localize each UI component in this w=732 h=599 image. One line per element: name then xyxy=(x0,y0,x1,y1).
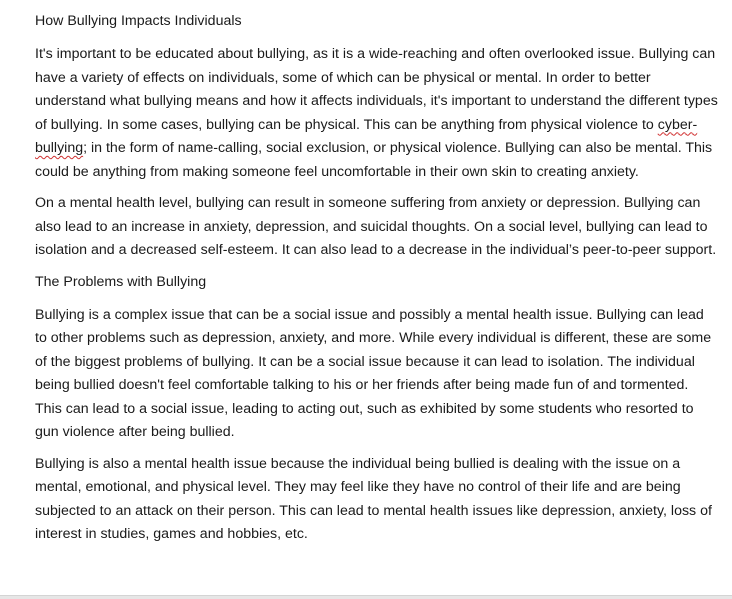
paragraph-types-of-bullying xyxy=(35,43,718,184)
paragraph-text-start: It's important to be educated about bullying, as it is a wide-reaching and often overlooked issue. Bullying can have a variety of effects on individuals, some of which can be physical or mental. In order to better understand what bullying means and how it affects individuals, it's important to understand the different types of bullying. In some cases, bullying can be physical. This can be anything from physical violence to xyxy=(35,46,718,133)
paragraph-mental-health-level: On a mental health level, bullying can result in someone suffering from anxiety or depression. Bullying can also lead to an increase in anxiety, depression, and suicidal thoughts. On a social level, bullying can lead to isolation and a decreased self-esteem. It can also lead to a decrease in the individual’s peer-to-peer support. xyxy=(35,195,717,258)
section-heading-problems: The Problems with Bullying xyxy=(35,273,207,290)
paragraph-complex-issue: Bullying is a complex issue that can be a social issue and possibly a mental health issue. Bullying can lead to other problems such as depression, anxiety, and more. While every individual is different, these are some of the biggest problems of bullying. It can be a social issue because it can lead to isolation. The individual being bullied doesn't feel comfortable talking to his or her friends after being made fun of and tormented. This can lead to a social issue, leading to acting out, such as exhibited by some students who resorted to gun violence after being bullied. xyxy=(35,306,712,440)
section-heading-impacts: How Bullying Impacts Individuals xyxy=(35,13,242,29)
spellcheck-flagged-word[interactable]: cyber-bullying xyxy=(35,116,698,156)
paragraph-text-end: ; in the form of name-calling, social exclusion, or physical violence. Bullying can also be mental. This could be anything from making someone feel uncomfortable in their own skin to creating anxiety. xyxy=(35,140,713,180)
page-bottom-divider xyxy=(0,595,732,599)
paragraph-mental-health-issue: Bullying is also a mental health issue because the individual being bullied is dealing with the issue on a mental, emotional, and physical level. They may feel like they have no control of their life and are being subjected to an attack on their person. This can lead to mental health issues like depression, anxiety, loss of interest in studies, games and hobbies, etc. xyxy=(35,455,712,542)
